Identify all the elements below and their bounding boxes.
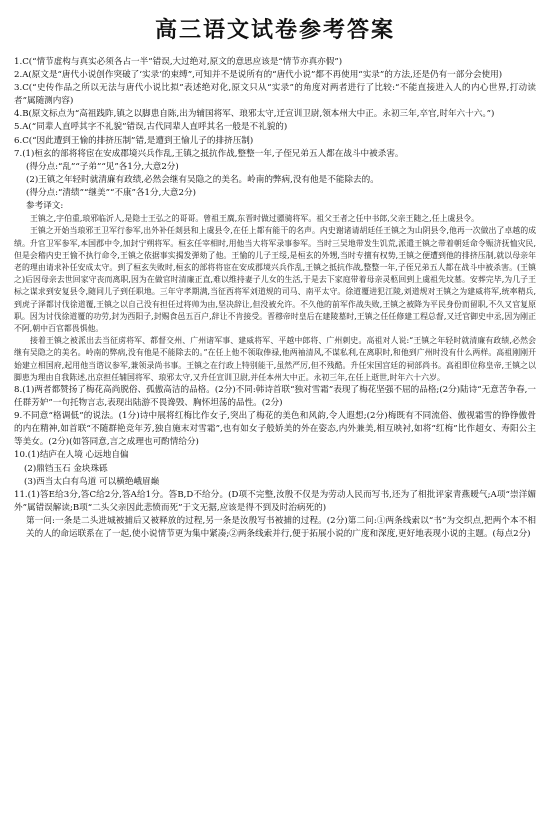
translation-paragraph-1: 王镇之,字伯重,琅邪临沂人,是隐士王弘之的哥哥。曾祖王廙,东晋时做过骠骑将军。祖父王者之任中书郎,父亲王随之,任上虞县令。 xyxy=(30,214,480,224)
page-title: 高三语文试卷参考答案 xyxy=(154,18,395,43)
answer-list xyxy=(14,56,536,541)
answer-10-3: (3)西当太白有鸟道 可以横绝峨眉巅 xyxy=(24,476,160,487)
answer-11-2: 第一问:一条是二头进城被捕后又被释放的过程,另一条是汝殷写书被捕的过程。(2分)第二问:①两条线索以“书”为交织点,把两个本不相关的人的命运联系在了一起,使小说情节更为集中紧凑;②两条线索并行,便于拓展小说的广度和深度,更好地表现小说的主题。(每点2分) xyxy=(26,515,536,539)
answer-10-2: (2)鼎铛玉石 金块珠砾 xyxy=(24,463,108,474)
answer-7-2: (2)王镇之年轻时就清廉有政绩,必然会继有吴隐之的美名。岭南的弊病,没有他是不能除去的。 xyxy=(26,174,379,185)
answer-7-1: 7.(1)桓玄的部将将宦在安成郡境兴兵作乱,王镇之抵抗作战,整整一年,子侄兄弟五人都在战斗中被杀害。 xyxy=(14,148,404,159)
translation-paragraph-2: 王镇之开始当琅邪王卫军行参军,出外补任剡县和上虞县令,在任上都有能干的名声。内史谢诸请胡廷任王镇之为山阴县令,他再一次做出了卓越的成绩。升官卫军参军,本国郡中令,加封宁朔将军。桓玄任宰相时,用他当大将军录事参军。当时三吴地带发生饥荒,派遣王镇之带着朝廷命令赈济抚恤灾民,但是会稽内史王愉不执行命令,王镇之依据事实揭发弹劾了他。王愉的儿子王绥,是桓玄的外甥,当时专擅有权势,王镇之便遭到他的排挤压制,就以母亲年老的理由请求补任安成太守。到了桓玄失败时,桓玄的部将将宦在安成郡境兴兵作乱,王镇之抵抗作战,整整一年,子侄兄弟五人都在战斗中被杀害。(王镇之)后因母亲去世回家守丧而离职,因为在做官时清廉正直,难以维持妻子儿女的生活,于是去下家庭带着母亲灵柩回到上虞祖先坟墓。安葬完毕,为几子王标之谋求到安复县令,随同儿子到任职地。三年守孝期满,当征西将军刘道规的司马、南平太守。徐道覆进犯江陵,刘道规对王镇之为建威将军,统率精兵,到虎子泽都讨伐徐道覆,王镇之以自己没有担任过将帅为由,坚决辞让,但没被允许。不久他的前军作战失败,王镇之被降为平民身份而留职,不久又官复原职。因为讨伐徐道覆的功劳,封为西阳子,封赐食邑五百户,辞让不肯接受。晋穆帝时皇后在建陵墓时,王镇之任任修建工程总督,又迁官御史中丞,因为刚正不阿,朝中百官都畏惧他。 xyxy=(14,226,536,333)
reference-translation-label: 参考译文: xyxy=(26,201,64,212)
answer-2: 2.A(原文是“唐代小说创作突破了‘实录’的束缚”,可知并不是说所有的“唐代小说”都不再使用“实录”的方法,还是仍有一部分会使用) xyxy=(14,70,503,81)
answer-11-1: 11.(1)答E给3分,答C给2分,答A给1分。答B,D不给分。(D项不完整,汝殷不仅是为劳动人民而写书,还为了相批评家青燕暧气;A项“崇洋媚外”属错误解读;B项“二头父亲因此悲愤而死”于文无据,应该是得不到及时治病死的) xyxy=(14,489,536,513)
answer-1: 1.C(“情节虚构与真实必须各占一半”错误,大过绝对,原文的意思应该是“情节亦真亦假”) xyxy=(14,57,343,67)
translation-paragraph-3: 接着王镇之被派出去当征虏将军、都督交州、广州诸军事、建威将军、平越中郎将、广州刺史。高祖对人说:“王镇之年轻时就清廉有政绩,必然会继有吴隐之的美名。岭南的弊病,没有他是不能除去的。”在任上他不领取俸禄,他两袖清风,不谋私利,在离职时,和他到广州时没有什么两样。高祖刚刚开始建立相国府,起用他当谘议参军,兼领录尚书事。王镇之在行政上特别能干,虽然严厉,但不残酷。升任宋国宫廷的祠部尚书。高祖即位称皇帝,王镇之以脚患为理由自我陈述,出京担任辅国将军、琅邪太守,又升任宣训卫尉,并任本州大中正。永初三年,在任上逝世,时年六十六岁。 xyxy=(14,336,536,382)
answer-7-1-score: (得分点:“乱”“子弟”“见”各1分,大意2分) xyxy=(26,161,179,172)
answer-4: 4.B(原文标点为“高祖践阼,镇之以脚患自陈,出为辅国将军、琅邪太守,迁宣训卫尉,领本州大中正。永初三年,卒官,时年六十六。”) xyxy=(14,109,495,120)
answer-7-2-score: (得分点:“清绩”“继美”“不康”各1分,大意2分) xyxy=(26,187,196,198)
answer-6: 6.C(“因此遭到王愉的排挤压制”错,是遭到王愉儿子的排挤压制) xyxy=(14,135,254,146)
answer-5: 5.A(“同辈人直呼其字不礼貌”错误,古代同辈人直呼其名一般是不礼貌的) xyxy=(14,122,288,133)
answer-9: 9.不同意“格调低”的说法。(1分)诗中展将红梅比作女子,突出了梅花的美色和风韵,令人遐想;(2分)梅既有不同流俗、傲视霜雪的铮铮傲骨的内在精神,如首联“不随群艳竞年芳,独自施末对雪霜”,也有如女子般娇美的外在姿态,内外兼美,相互映衬,如将“红梅”比作超女、寿阳公主等美女。(2分)(如答同意,言之成理也可酌情给分) xyxy=(14,411,536,448)
answer-3: 3.C(“史传作品之所以无法与唐代小说比拟”表述绝对化,原文只从“实录”的角度对两者进行了比较:“不能直接进入人的内心世界,打动读者”属随测内容) xyxy=(14,83,536,107)
answer-10-1: 10.(1)结庐在人境 心远地自偏 xyxy=(14,450,129,461)
answer-8: 8.(1)两者都赞扬了梅花高尚脱俗、孤傲高洁的品格。(2分)不同:韩诗首联“独对雪霜”表现了梅花坚强不屈的品格;(2分)陆诗“无意苦争春,一任群芳妒”一句托物言志,表现出陆游不畏谗毁、胸怀坦荡的品性。(2分) xyxy=(14,384,536,409)
